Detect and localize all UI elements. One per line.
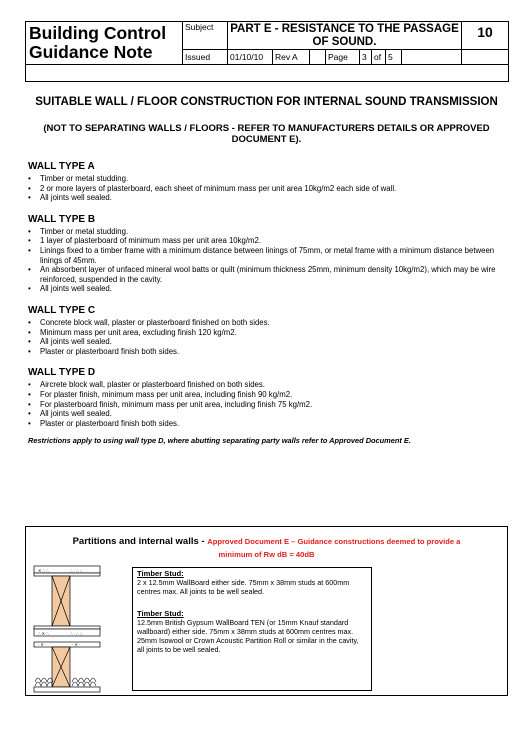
list-item: • Plaster or plasterboard finish both sides.	[28, 347, 508, 357]
blank-cell	[462, 50, 509, 65]
wall-heading: WALL TYPE B	[28, 213, 96, 225]
svg-text:· ✕ ·: · ✕ ·	[72, 642, 81, 647]
list-item: • Plaster or plasterboard finish both sides.	[28, 419, 508, 429]
stud1-text: 2 x 12.5mm WallBoard either side. 75mm x 38mm studs at 600mm centres max. All joints to be well sealed.	[137, 577, 350, 596]
list-item: • An absorbent layer of unfaced mineral wool batts or quilt (minimum thickness 25mm, minimum density 10kg/m2), which may be wire reinforced, suspended in the cavity.	[28, 265, 508, 284]
blank-cell	[310, 50, 326, 65]
header-table	[25, 21, 509, 82]
list-item: • Aircrete block wall, plaster or plasterboard finished on both sides.	[28, 380, 508, 390]
list-item: • 2 or more layers of plasterboard, each sheet of minimum mass per unit area 10kg/m2 each side of wall.	[28, 184, 508, 194]
note-number: 10	[462, 22, 509, 50]
document-title: Building Control Guidance Note	[26, 22, 183, 65]
restriction-note: Restrictions apply to using wall type D, where abutting separating party walls refer to Approved Document E.	[28, 436, 411, 446]
list-item: • All joints well sealed.	[28, 284, 508, 294]
blank-cell	[402, 50, 462, 65]
wall-heading: WALL TYPE C	[28, 304, 96, 316]
wall-sections	[28, 161, 508, 445]
stud2-title: Timber Stud:	[137, 609, 184, 619]
blank-row	[26, 65, 509, 82]
list-item: • For plasterboard finish, minimum mass per unit area, including finish 75 kg/m2.	[28, 400, 508, 410]
issued-date: 01/10/10	[228, 50, 273, 65]
list-item: • For plaster finish, minimum mass per unit area, including finish 90 kg/m2.	[28, 390, 508, 400]
list-item: • Concrete block wall, plaster or plasterboard finished on both sides.	[28, 318, 508, 328]
timber-stud-descriptions	[132, 567, 372, 691]
sub-title: (NOT TO SEPARATING WALLS / FLOORS - REFER TO MANUFACTURERS DETAILS OR APPROVED DOCUMENT E).	[43, 123, 490, 145]
timber-stud-diagram-1	[32, 564, 104, 638]
list-item: • Timber or metal studding.	[28, 174, 508, 184]
min-rw-note: minimum of Rw dB = 40dB	[218, 550, 315, 559]
list-item: • All joints well sealed.	[28, 337, 508, 347]
issued-label: Issued	[183, 50, 228, 65]
stud1-title: Timber Stud:	[137, 569, 184, 578]
timber-stud-diagram-2	[32, 640, 104, 694]
list-item: • Linings fixed to a timber frame with a minimum distance between linings of 75mm, or metal frame with a minimum distance between linings of 45mm.	[28, 246, 508, 265]
svg-text:∴ · ∴ ∴: ∴ · ∴ ∴	[70, 568, 83, 573]
approved-doc-note: Approved Document E – Guidance constructions deemed to provide a	[207, 537, 461, 546]
page-current: 3	[360, 50, 372, 65]
subject-text: PART E - RESISTANCE TO THE PASSAGE OF SOUND.	[228, 22, 462, 50]
partitions-heading	[26, 534, 507, 560]
list-item: • All joints well sealed.	[28, 193, 508, 203]
revision: Rev A	[273, 50, 310, 65]
list-item: • Timber or metal studding.	[28, 227, 508, 237]
svg-text:∴ · ∴ ∴: ∴ · ∴ ∴	[70, 631, 83, 636]
wall-type-c	[28, 305, 508, 356]
partitions-panel	[25, 526, 508, 696]
wall-type-d	[28, 367, 508, 428]
page-label: Page	[326, 50, 360, 65]
wall-heading: WALL TYPE D	[28, 367, 96, 379]
wall-heading: WALL TYPE A	[28, 161, 95, 172]
list-item: • Minimum mass per unit area, excluding finish 120 kg/m2.	[28, 328, 508, 338]
page-total: 5	[386, 50, 402, 65]
list-item: • 1 layer of plasterboard of minimum mass per unit area 10kg/m2.	[28, 236, 508, 246]
svg-text:∴ ✕ ∴: ∴ ✕ ∴	[38, 631, 49, 636]
partitions-title: Partitions and internal walls -	[72, 536, 208, 547]
list-item: • All joints well sealed.	[28, 409, 508, 419]
wall-type-a	[28, 161, 508, 203]
subject-label: Subject	[183, 22, 228, 50]
page-of: of	[372, 50, 386, 65]
svg-text:· ✕ ·: · ✕ ·	[38, 642, 47, 647]
stud2-text: 12.5mm British Gypsum WallBoard TEN (or 15mm Knauf standard wallboard) either side. 75mm x 38mm studs at 600mm centres max. 25mm Isowool or Crown Acoustic Partition Roll or similar in the cavity, all joints to be well sealed.	[137, 618, 359, 654]
svg-text:✕ ∴ ∴: ✕ ∴ ∴	[38, 568, 49, 573]
main-title: SUITABLE WALL / FLOOR CONSTRUCTION FOR INTERNAL SOUND TRANSMISSION	[35, 96, 498, 108]
wall-type-b	[28, 214, 508, 294]
